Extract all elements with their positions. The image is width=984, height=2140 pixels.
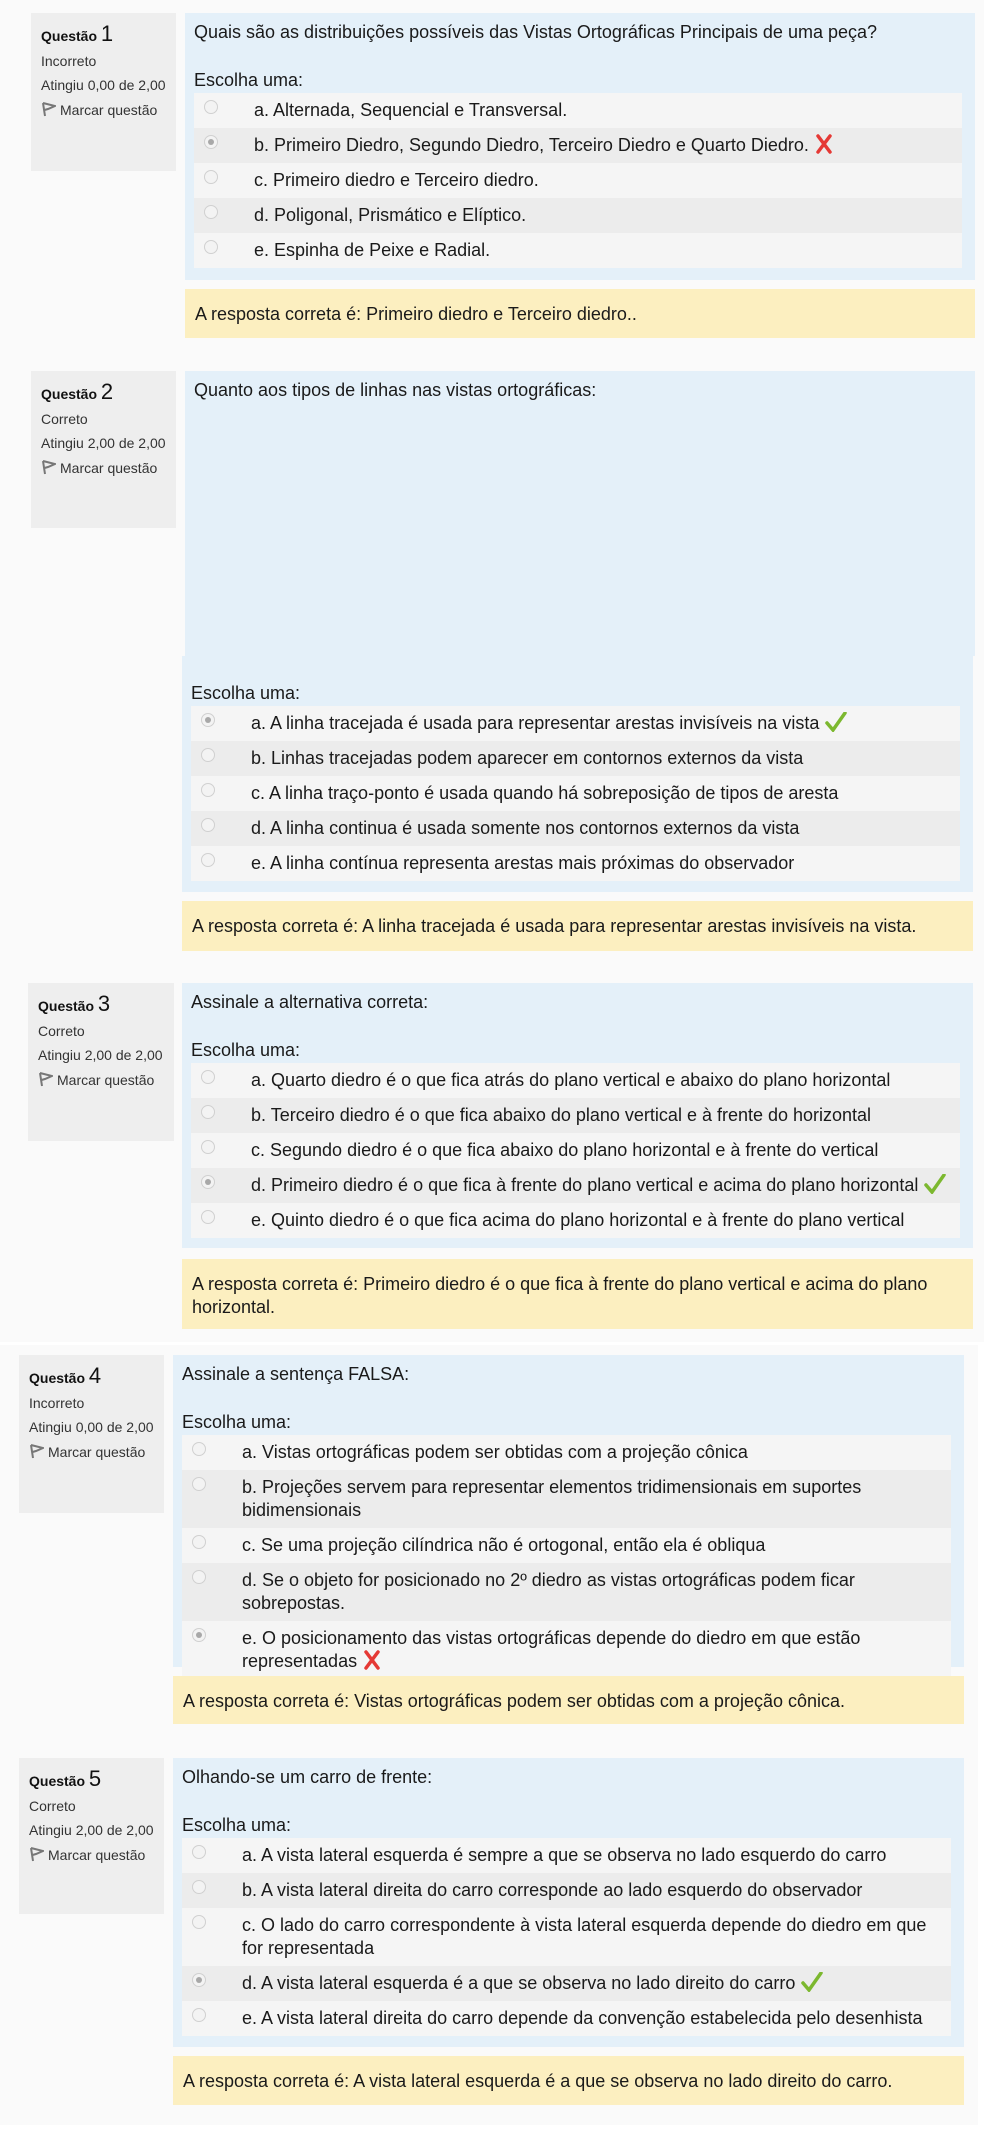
question-grade: Atingiu 2,00 de 2,00	[41, 435, 166, 451]
answer-option[interactable]	[194, 198, 962, 233]
flag-question-button[interactable]: Marcar questão	[41, 460, 176, 477]
answer-options	[182, 1435, 951, 1679]
answer-option-label: e. A linha contínua representa arestas mais próximas do observador	[251, 853, 795, 873]
answer-option[interactable]	[182, 1470, 951, 1528]
answer-options	[194, 93, 962, 268]
answer-option[interactable]	[191, 1098, 960, 1133]
answer-options	[191, 1063, 960, 1238]
question-text: Assinale a sentença FALSA:	[182, 1364, 410, 1384]
incorrect-x-icon	[815, 134, 833, 154]
radio-unselected[interactable]	[192, 1442, 206, 1456]
answer-option[interactable]	[182, 1621, 951, 1679]
choose-one-label: Escolha uma:	[182, 1815, 292, 1835]
answer-option[interactable]	[194, 163, 962, 198]
answer-option-label: e. Espinha de Peixe e Radial.	[254, 240, 491, 260]
question-state: Correto	[38, 1023, 85, 1039]
answer-option[interactable]	[194, 93, 962, 128]
radio-selected[interactable]	[192, 1628, 206, 1642]
question-grade: Atingiu 0,00 de 2,00	[29, 1419, 154, 1435]
answer-option[interactable]	[182, 1528, 951, 1563]
flag-question-button[interactable]: Marcar questão	[29, 1847, 164, 1864]
answer-option-label: d. Primeiro diedro é o que fica à frente do plano vertical e acima do plano horizontal	[251, 1175, 919, 1195]
question-content	[185, 13, 975, 280]
flag-icon	[41, 102, 56, 117]
question-text: Quais são as distribuições possíveis das Vistas Ortográficas Principais de uma peça?	[194, 22, 877, 42]
question-state: Correto	[41, 411, 88, 427]
correct-check-icon	[825, 712, 847, 732]
question-text: Olhando-se um carro de frente:	[182, 1767, 433, 1787]
question-answer-area	[182, 656, 973, 892]
answer-option-label: a. Vistas ortográficas podem ser obtidas com a projeção cônica	[242, 1442, 748, 1462]
radio-unselected[interactable]	[201, 1210, 215, 1224]
answer-option-label: b. Linhas tracejadas podem aparecer em contornos externos da vista	[251, 748, 804, 768]
question-number: Questão 3	[38, 991, 111, 1016]
choose-one-label: Escolha uma:	[191, 1040, 301, 1060]
radio-selected[interactable]	[201, 1175, 215, 1189]
radio-unselected[interactable]	[201, 1070, 215, 1084]
question-info	[31, 371, 176, 528]
flag-question-button[interactable]: Marcar questão	[38, 1072, 174, 1089]
answer-option[interactable]	[182, 1563, 951, 1621]
question-number: Questão 2	[41, 379, 114, 404]
answer-option[interactable]	[191, 846, 960, 881]
radio-selected[interactable]	[192, 1973, 206, 1987]
answer-options	[191, 706, 960, 881]
answer-option[interactable]	[182, 1435, 951, 1470]
answer-option-label: d. A vista lateral esquerda é a que se observa no lado direito do carro	[242, 1973, 796, 1993]
answer-option[interactable]	[191, 1133, 960, 1168]
answer-option-label: c. Se uma projeção cilíndrica não é ortogonal, então ela é obliqua	[242, 1535, 766, 1555]
answer-option[interactable]	[191, 706, 960, 741]
answer-option[interactable]	[191, 1203, 960, 1238]
answer-option-label: d. Poligonal, Prismático e Elíptico.	[254, 205, 527, 225]
question-content	[173, 1355, 964, 1671]
flag-question-button[interactable]: Marcar questão	[29, 1444, 164, 1461]
answer-option[interactable]	[182, 1873, 951, 1908]
flag-icon	[41, 460, 56, 475]
radio-unselected[interactable]	[201, 818, 215, 832]
flag-question-button[interactable]: Marcar questão	[41, 102, 176, 119]
question-text: Quanto aos tipos de linhas nas vistas ortográficas:	[194, 380, 597, 400]
answer-option[interactable]	[194, 233, 962, 268]
answer-option-label: a. A linha tracejada é usada para representar arestas invisíveis na vista	[251, 713, 820, 733]
answer-option-label: c. A linha traço-ponto é usada quando há sobreposição de tipos de aresta	[251, 783, 839, 803]
answer-option[interactable]	[191, 1168, 960, 1203]
correct-answer-feedback: A resposta correta é: Primeiro diedro é o que fica à frente do plano vertical e acima do plano horizontal.	[182, 1259, 973, 1329]
question-number: Questão 4	[29, 1363, 102, 1388]
correct-check-icon	[801, 1972, 823, 1992]
answer-option-label: d. Se o objeto for posicionado no 2º diedro as vistas ortográficas podem ficar sobrepostas.	[242, 1570, 855, 1613]
radio-unselected[interactable]	[204, 100, 218, 114]
question-grade: Atingiu 2,00 de 2,00	[29, 1822, 154, 1838]
radio-unselected[interactable]	[192, 1570, 206, 1584]
answer-option-label: a. Alternada, Sequencial e Transversal.	[254, 100, 568, 120]
choose-one-label: Escolha uma:	[191, 683, 301, 703]
radio-unselected[interactable]	[192, 1477, 206, 1491]
radio-unselected[interactable]	[192, 1915, 206, 1929]
answer-option-label: b. Primeiro Diedro, Segundo Diedro, Terceiro Diedro e Quarto Diedro.	[254, 135, 809, 155]
question-info	[19, 1758, 164, 1914]
answer-option-label: b. Projeções servem para representar elementos tridimensionais em suportes bidimensionais	[242, 1477, 862, 1520]
flag-icon	[38, 1072, 53, 1087]
answer-option[interactable]	[182, 1908, 951, 1966]
answer-option[interactable]	[191, 1063, 960, 1098]
answer-option[interactable]	[191, 776, 960, 811]
radio-selected[interactable]	[204, 135, 218, 149]
choose-one-label: Escolha uma:	[194, 70, 304, 90]
answer-option-label: c. Primeiro diedro e Terceiro diedro.	[254, 170, 539, 190]
question-info	[19, 1355, 164, 1513]
question-content	[185, 371, 975, 656]
answer-option-label: b. Terceiro diedro é o que fica abaixo do plano vertical e à frente do horizontal	[251, 1105, 872, 1125]
answer-option[interactable]	[194, 128, 962, 163]
radio-unselected[interactable]	[201, 1140, 215, 1154]
question-text: Assinale a alternativa correta:	[191, 992, 429, 1012]
question-info	[31, 13, 176, 171]
radio-unselected[interactable]	[201, 1105, 215, 1119]
answer-option[interactable]	[182, 1966, 951, 2001]
radio-unselected[interactable]	[201, 783, 215, 797]
radio-unselected[interactable]	[192, 1845, 206, 1859]
answer-option-label: d. A linha continua é usada somente nos contornos externos da vista	[251, 818, 800, 838]
question-content	[173, 1758, 964, 2047]
radio-unselected[interactable]	[204, 170, 218, 184]
question-number: Questão 1	[41, 21, 114, 46]
correct-answer-feedback: A resposta correta é: A vista lateral esquerda é a que se observa no lado direito do carro.	[173, 2056, 964, 2105]
radio-unselected[interactable]	[204, 240, 218, 254]
answer-option-label: e. A vista lateral direita do carro depende da convenção estabelecida pelo desenhista	[242, 2008, 923, 2028]
answer-option-label: e. Quinto diedro é o que fica acima do plano horizontal e à frente do plano vertical	[251, 1210, 905, 1230]
flag-icon	[29, 1847, 44, 1862]
radio-selected[interactable]	[201, 713, 215, 727]
radio-unselected[interactable]	[201, 748, 215, 762]
answer-option-label: c. O lado do carro correspondente à vista lateral esquerda depende do diedro em que for representada	[242, 1915, 927, 1958]
flag-icon	[29, 1444, 44, 1459]
answer-option[interactable]	[182, 1838, 951, 1873]
question-grade: Atingiu 2,00 de 2,00	[38, 1047, 163, 1063]
radio-unselected[interactable]	[201, 853, 215, 867]
answer-option[interactable]	[191, 741, 960, 776]
question-state: Incorreto	[29, 1395, 85, 1411]
incorrect-x-icon	[363, 1650, 381, 1670]
question-state: Correto	[29, 1798, 76, 1814]
answer-options	[182, 1838, 951, 2036]
correct-answer-feedback: A resposta correta é: Primeiro diedro e Terceiro diedro..	[185, 289, 975, 338]
question-info	[28, 983, 174, 1141]
question-state: Incorreto	[41, 53, 97, 69]
answer-option-label: c. Segundo diedro é o que fica abaixo do plano horizontal e à frente do vertical	[251, 1140, 879, 1160]
answer-option-label: a. A vista lateral esquerda é sempre a que se observa no lado esquerdo do carro	[242, 1845, 887, 1865]
correct-answer-feedback: A resposta correta é: Vistas ortográficas podem ser obtidas com a projeção cônica.	[173, 1676, 964, 1724]
radio-unselected[interactable]	[192, 1880, 206, 1894]
question-content	[182, 983, 973, 1248]
radio-unselected[interactable]	[192, 1535, 206, 1549]
correct-check-icon	[924, 1174, 946, 1194]
question-number: Questão 5	[29, 1766, 102, 1791]
radio-unselected[interactable]	[204, 205, 218, 219]
choose-one-label: Escolha uma:	[182, 1412, 292, 1432]
answer-option-label: e. O posicionamento das vistas ortográficas depende do diedro em que estão representadas	[242, 1628, 861, 1671]
answer-option-label: a. Quarto diedro é o que fica atrás do plano vertical e abaixo do plano horizontal	[251, 1070, 891, 1090]
answer-option[interactable]	[191, 811, 960, 846]
answer-option[interactable]	[182, 2001, 951, 2036]
answer-option-label: b. A vista lateral direita do carro corresponde ao lado esquerdo do observador	[242, 1880, 863, 1900]
radio-unselected[interactable]	[192, 2008, 206, 2022]
correct-answer-feedback: A resposta correta é: A linha tracejada é usada para representar arestas invisíveis na vista.	[182, 901, 973, 951]
question-grade: Atingiu 0,00 de 2,00	[41, 77, 166, 93]
